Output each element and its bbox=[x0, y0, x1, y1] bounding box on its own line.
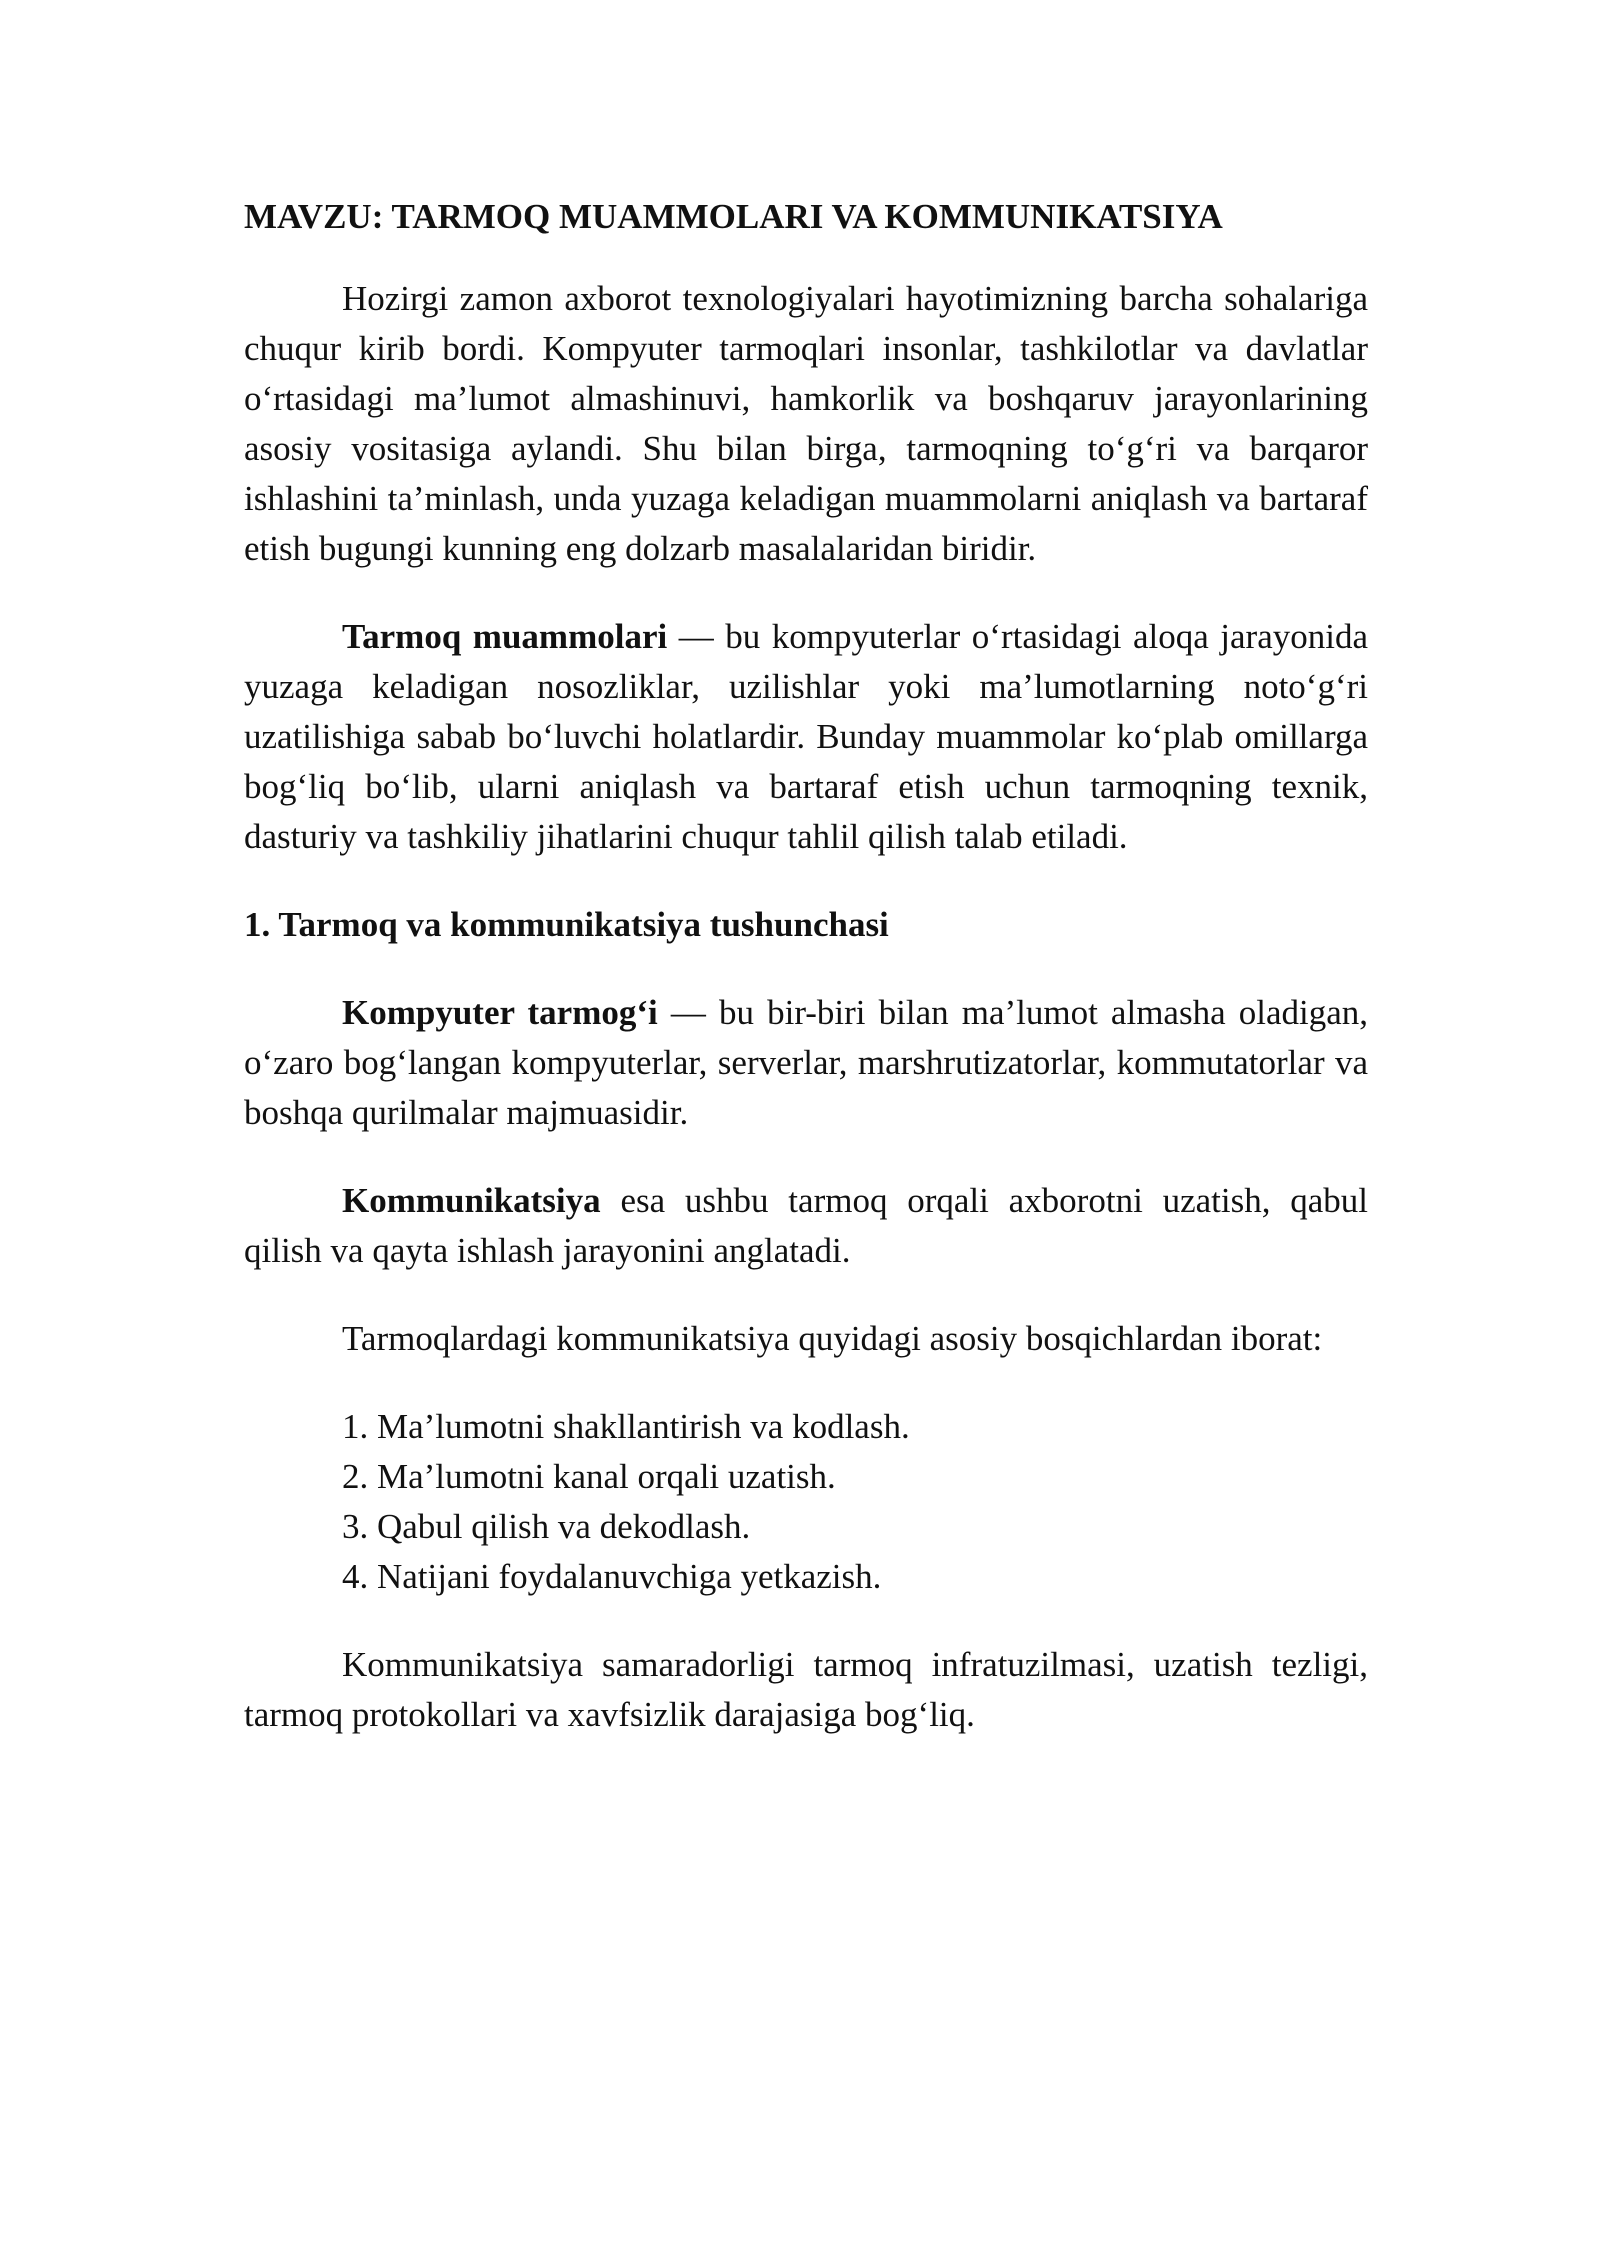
communication-term: Kommunikatsiya bbox=[342, 1181, 601, 1220]
communication-paragraph bbox=[244, 1176, 1368, 1276]
list-item: 2. Ma’lumotni kanal orqali uzatish. bbox=[342, 1457, 836, 1496]
intro-paragraph: Hozirgi zamon axborot texnologiyalari hayotimizning barcha sohalariga chuqur kirib bordi. Kompyuter tarmoqlari insonlar, tashkilotlar va davlatlar o‘rtasidagi ma’lumot almashinuvi, hamkorlik va boshqaruv jarayonlarining asosiy vositasiga aylandi. Shu bilan birga, tarmoqning to‘g‘ri va barqaror ishlashini ta’minlash, unda yuzaga keladigan muammolarni aniqlash va bartaraf etish bugungi kunning eng dolzarb masalalaridan biridir. bbox=[244, 279, 1368, 568]
problems-term: Tarmoq muammolari bbox=[342, 617, 668, 656]
stages-list bbox=[342, 1402, 1368, 1602]
communication-definition: esa ushbu tarmoq orqali axborotni uzatish, qabul qilish va qayta ishlash jarayonini anglatadi. bbox=[244, 1181, 1368, 1270]
network-definition: — bu bir-biri bilan ma’lumot almasha oladigan, o‘zaro bog‘langan kompyuterlar, serverlar, marshrutizatorlar, kommutatorlar va boshqa qurilmalar majmuasidir. bbox=[244, 993, 1368, 1132]
document-title: MAVZU: TARMOQ MUAMMOLARI VA KOMMUNIKATSIYA bbox=[244, 197, 1223, 236]
conclusion-paragraph: Kommunikatsiya samaradorligi tarmoq infratuzilmasi, uzatish tezligi, tarmoq protokollari va xavfsizlik darajasiga bog‘liq. bbox=[244, 1645, 1368, 1734]
network-term: Kompyuter tarmog‘i bbox=[342, 993, 658, 1032]
problems-definition: — bu kompyuterlar o‘rtasidagi aloqa jarayonida yuzaga keladigan nosozliklar, uzilishlar yoki ma’lumotlarning noto‘g‘ri uzatilishiga sabab bo‘luvchi holatlardir. Bunday muammolar ko‘plab omillarga bog‘liq bo‘lib, ularni aniqlash va bartaraf etish uchun tarmoqning texnik, dasturiy va tashkiliy jihatlarini chuqur tahlil qilish talab etiladi. bbox=[244, 617, 1368, 856]
list-item: 3. Qabul qilish va dekodlash. bbox=[342, 1507, 751, 1546]
stages-intro-paragraph: Tarmoqlardagi kommunikatsiya quyidagi asosiy bosqichlardan iborat: bbox=[342, 1319, 1323, 1358]
problems-paragraph bbox=[244, 612, 1368, 862]
section-1-heading: 1. Tarmoq va kommunikatsiya tushunchasi bbox=[244, 905, 889, 944]
list-item: 4. Natijani foydalanuvchiga yetkazish. bbox=[342, 1557, 882, 1596]
network-paragraph bbox=[244, 988, 1368, 1138]
list-item: 1. Ma’lumotni shakllantirish va kodlash. bbox=[342, 1407, 910, 1446]
document-page bbox=[244, 192, 1368, 1778]
